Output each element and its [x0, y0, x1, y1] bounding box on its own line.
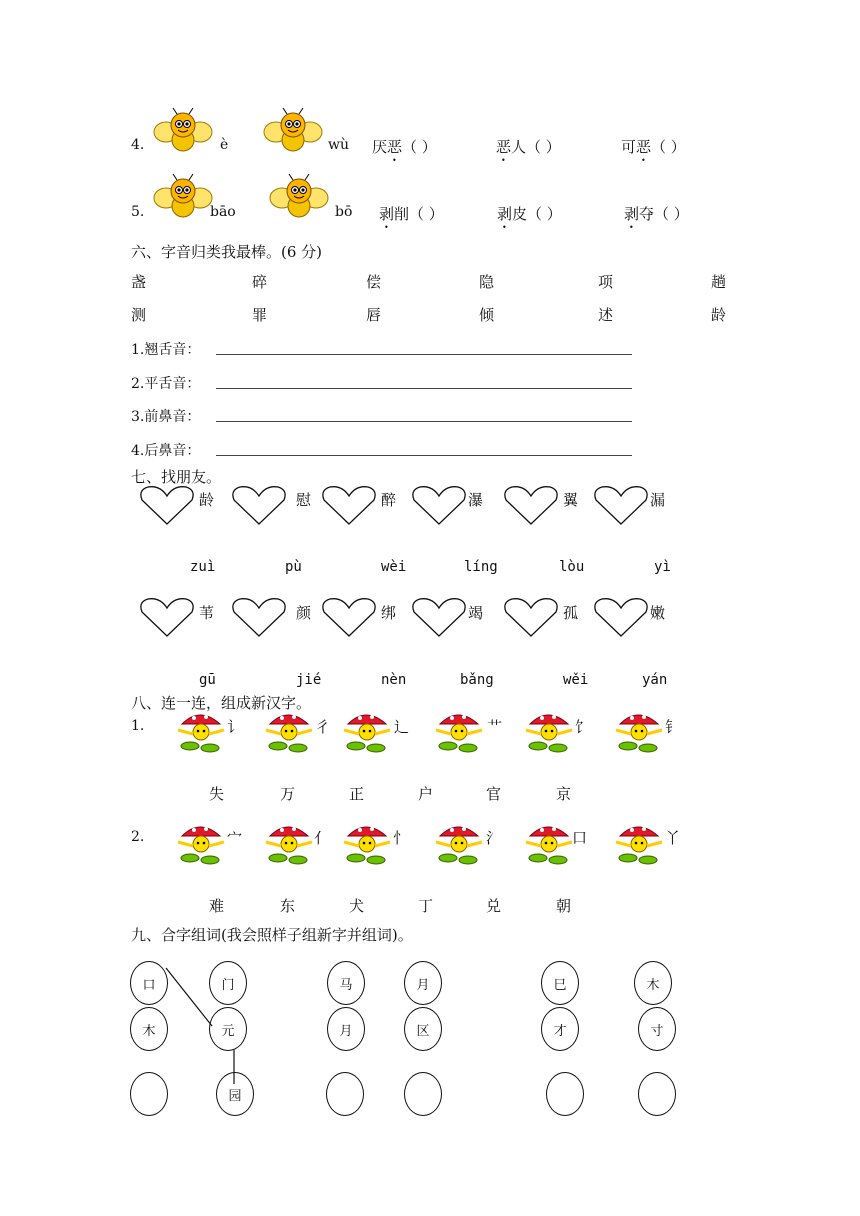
char: 倾	[479, 306, 495, 324]
answer-line[interactable]	[216, 455, 632, 456]
mushroom-icon	[336, 708, 398, 754]
word-1: 剥削（ ）	[379, 205, 444, 223]
radical: 口	[572, 829, 588, 847]
heart-char: 嫩	[650, 604, 666, 622]
pinyin: jié	[296, 672, 322, 688]
heart-icon	[230, 596, 288, 640]
line-label: 2.平舌音：	[131, 376, 201, 392]
char: 项	[598, 273, 614, 291]
heart-char: 苇	[199, 604, 215, 622]
answer-oval[interactable]	[638, 1072, 676, 1116]
heart-icon	[502, 596, 560, 640]
component-char: 官	[486, 785, 502, 803]
row-number: 1.	[131, 718, 145, 734]
heart-icon	[592, 596, 650, 640]
radical: 艹	[487, 718, 503, 736]
pinyin: pù	[285, 559, 302, 575]
component-char: 东	[280, 897, 296, 915]
word-3: 剥夺（ ）	[624, 205, 689, 223]
bee-icon	[152, 172, 214, 220]
char: 偿	[366, 273, 382, 291]
pinyin: wěi	[563, 672, 589, 688]
pinyin: lòu	[559, 559, 585, 575]
mushroom-icon	[608, 708, 670, 754]
heart-icon	[138, 484, 196, 528]
pinyin: wèi	[381, 559, 407, 575]
char-oval: 门	[209, 961, 247, 1005]
word-1: 厌恶（ ）	[372, 138, 437, 156]
bee-icon	[152, 106, 214, 154]
char-oval: 元	[209, 1007, 247, 1051]
heart-char: 绑	[381, 604, 397, 622]
char-oval: 巳	[541, 961, 579, 1005]
heart-icon	[410, 484, 468, 528]
question-number: 4.	[131, 137, 145, 153]
pinyin-2: bō	[335, 204, 353, 220]
mushroom-icon	[518, 820, 580, 866]
radical: 讠	[227, 718, 243, 736]
component-char: 万	[280, 785, 296, 803]
row-number: 2.	[131, 829, 145, 845]
pinyin: yán	[642, 672, 668, 688]
pinyin-1: è	[220, 137, 229, 153]
question-number: 5.	[131, 204, 145, 220]
heart-char: 瀑	[468, 491, 484, 509]
heart-icon	[138, 596, 196, 640]
mushroom-icon	[258, 708, 320, 754]
char-oval: 木	[634, 961, 672, 1005]
char-oval: 寸	[638, 1007, 676, 1051]
radical: 辶	[394, 718, 410, 736]
pinyin: zuì	[190, 559, 216, 575]
pinyin-2: wù	[328, 137, 349, 153]
radical: 氵	[486, 829, 502, 847]
bee-icon	[268, 172, 330, 220]
component-char: 兑	[486, 897, 502, 915]
heart-char: 孤	[563, 604, 579, 622]
mushroom-icon	[170, 708, 232, 754]
component-char: 失	[209, 785, 225, 803]
heart-char: 竭	[468, 604, 484, 622]
component-char: 难	[209, 897, 225, 915]
char-oval: 口	[130, 961, 168, 1005]
char: 述	[598, 306, 614, 324]
section-title: 六、字音归类我最棒。(6 分)	[131, 243, 323, 261]
char-oval: 才	[541, 1007, 579, 1051]
pinyin: nèn	[381, 672, 407, 688]
heart-icon	[502, 484, 560, 528]
radical: 丫	[665, 829, 681, 847]
section-title: 八、连一连，组成新汉字。	[131, 694, 312, 712]
answer-line[interactable]	[216, 388, 632, 389]
heart-char: 翼	[563, 491, 579, 509]
radical: 宀	[227, 829, 243, 847]
char-oval: 月	[404, 961, 442, 1005]
answer-line[interactable]	[216, 421, 632, 422]
char-oval: 马	[327, 961, 365, 1005]
component-char: 朝	[556, 897, 572, 915]
char: 碎	[252, 273, 268, 291]
radical: 忄	[393, 829, 409, 847]
heart-icon	[230, 484, 288, 528]
radical: 钅	[665, 718, 681, 736]
component-char: 京	[556, 785, 572, 803]
char: 罪	[252, 306, 268, 324]
char: 隐	[479, 273, 495, 291]
char: 盏	[131, 273, 147, 291]
mushroom-icon	[428, 708, 490, 754]
component-char: 户	[418, 785, 434, 803]
line-label: 1.翘舌音：	[131, 342, 201, 358]
answer-oval[interactable]	[130, 1072, 168, 1116]
answer-oval[interactable]	[546, 1072, 584, 1116]
line-label: 4.后鼻音：	[131, 443, 201, 459]
answer-line[interactable]	[216, 354, 632, 355]
radical: 彳	[315, 718, 331, 736]
bee-icon	[262, 106, 324, 154]
radical: 饣	[575, 718, 591, 736]
pinyin: líng	[464, 559, 498, 575]
component-char: 正	[349, 785, 365, 803]
mushroom-icon	[518, 708, 580, 754]
answer-oval[interactable]	[326, 1072, 364, 1116]
component-char: 丁	[418, 897, 434, 915]
word-2: 剥皮（ ）	[497, 205, 562, 223]
pinyin: yì	[654, 559, 671, 575]
answer-oval[interactable]	[404, 1072, 442, 1116]
heart-char: 漏	[650, 491, 666, 509]
char-oval: 园	[216, 1072, 254, 1116]
radical: 亻	[314, 829, 330, 847]
pinyin: gū	[199, 672, 216, 688]
heart-char: 颜	[296, 604, 312, 622]
heart-icon	[320, 484, 378, 528]
pinyin-1: bāo	[210, 204, 236, 220]
component-char: 犬	[349, 897, 365, 915]
char-oval: 区	[404, 1007, 442, 1051]
word-2: 恶人（ ）	[496, 138, 561, 156]
heart-icon	[410, 596, 468, 640]
heart-char: 龄	[199, 491, 215, 509]
heart-char: 醉	[381, 491, 397, 509]
pinyin: bǎng	[460, 672, 494, 688]
char: 测	[131, 306, 147, 324]
mushroom-icon	[428, 820, 490, 866]
mushroom-icon	[336, 820, 398, 866]
heart-char: 慰	[296, 491, 312, 509]
char: 龄	[711, 306, 727, 324]
mushroom-icon	[258, 820, 320, 866]
word-3: 可恶（ ）	[621, 138, 686, 156]
line-label: 3.前鼻音：	[131, 409, 201, 425]
char-oval: 月	[327, 1007, 365, 1051]
heart-icon	[592, 484, 650, 528]
char: 趟	[711, 273, 727, 291]
section-title: 九、合字组词(我会照样子组新字并组词)。	[131, 926, 413, 944]
char-oval: 木	[130, 1007, 168, 1051]
mushroom-icon	[170, 820, 232, 866]
char: 唇	[366, 306, 382, 324]
section-title: 七、找朋友。	[131, 468, 222, 486]
heart-icon	[320, 596, 378, 640]
mushroom-icon	[608, 820, 670, 866]
